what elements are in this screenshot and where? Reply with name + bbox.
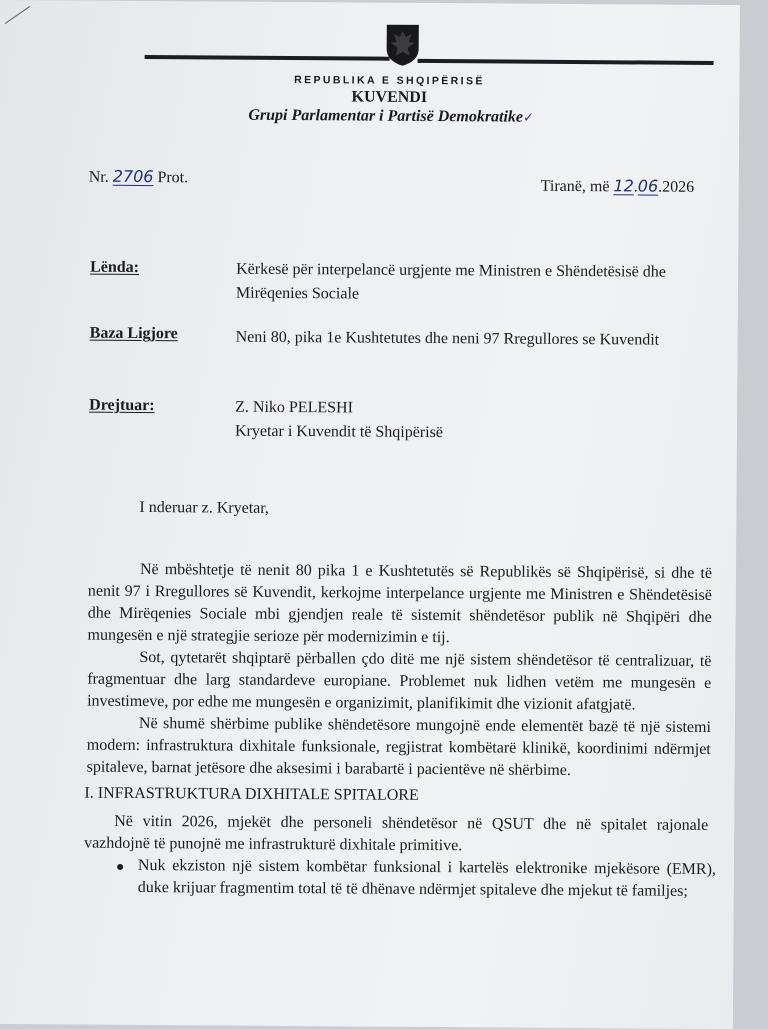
addressee-title: Kryetar i Kuvendit të Shqipërisë	[234, 422, 444, 442]
subject-line-1: Kërkesë për interpelancë urgjente me Ministren e Shëndetësisë dhe	[236, 260, 666, 281]
parliamentary-group-heading	[0, 105, 739, 128]
date-year: 2026	[662, 178, 695, 196]
paragraph-2: Sot, qytetarët shqiptarë përballen çdo ditë me një sistem shëndetësor të centralizuar, të fragmentuar dhe larg standardeve europiane. Problemet nuk lidhen vetëm me mungesën e investimeve, por edhe me mungesën e organizimit, planifikimit dhe vizionit afatgjatë.	[87, 648, 712, 714]
eagle-emblem-icon	[385, 23, 421, 67]
nr-suffix: Prot.	[157, 169, 189, 187]
legal-basis-label: Baza Ligjore	[89, 324, 178, 343]
addressee-name: Z. Niko PELESHI	[235, 398, 354, 417]
date-prefix: Tiranë, më	[540, 177, 610, 196]
republic-heading: REPUBLIKA E SHQIPËRISË	[294, 74, 485, 88]
bullet-text: Nuk ekziston një sistem kombëtar funksional i kartelës elektronike mjekësore (EMR), duke krijuar fragmentim total të të dhënave ndërmjet spitaleve dhe mjekut të familjes;	[137, 856, 717, 900]
date-month: 06	[637, 176, 659, 196]
header-rule-left	[145, 55, 390, 61]
subject-label: Lënda:	[90, 258, 140, 276]
paragraph-4: Në vitin 2026, mjekët dhe personeli shëndetësor në QSUT dhe në spitalet rajonale vazhdojnë të punojnë me infrastrukturë dixhitale primitive.	[84, 812, 709, 855]
header-rule-right	[418, 59, 714, 65]
nr-handwritten-value: 2706	[112, 166, 154, 187]
handwritten-check-mark: ✓	[523, 109, 535, 125]
subject-line-2: Mirëqenies Sociale	[235, 284, 360, 303]
addressee-value	[235, 396, 443, 445]
paragraph-1: Në mbështetje të nenit 80 pika 1 e Kushtetutës së Republikës së Shqipërisë, si dhe të nenit 97 i Rregullores së Kuvendit, kerkojme interpelance urgjente me Ministren e Shëndetësisë dhe Mirëqenies Sociale mbi gjendjen reale të sistemit shëndetësor publik në Shqipëri dhe mungesën e një strategjie serioze për modernizimin e tij.	[87, 560, 713, 647]
group-name: Grupi Parlamentar i Partisë Demokratike	[248, 106, 524, 126]
addressee-label: Drejtuar:	[89, 396, 155, 415]
list-item	[116, 855, 716, 903]
bullet-icon: ●	[115, 859, 125, 875]
salutation: I nderuar z. Kryetar,	[139, 498, 270, 517]
nr-prefix: Nr.	[88, 168, 109, 186]
subject-value	[236, 258, 666, 309]
legal-basis-value: Neni 80, pika 1e Kushtetutes dhe neni 97 Rregullores se Kuvendit	[235, 328, 660, 349]
institution-heading: KUVENDI	[351, 88, 428, 106]
paragraph-3: Në shumë shërbime publike shëndetësore mungojnë ende elementët bazë të një sistemi modern: infrastruktura dixhitale funksionale, regjistrat kombëtarë klinikë, koordinimi ndërmjet spitaleve, barnat jetësore dhe aksesimi i barabartë i pacientëve në shërbime.	[86, 714, 711, 780]
corner-ink-mark	[5, 6, 45, 45]
protocol-number	[89, 167, 189, 188]
section-heading: I. INFRASTRUKTURA DIXHITALE SPITALORE	[84, 784, 419, 804]
date-day: 12	[613, 176, 634, 196]
document-date: Tiranë, më 12.06.2026	[540, 176, 695, 196]
